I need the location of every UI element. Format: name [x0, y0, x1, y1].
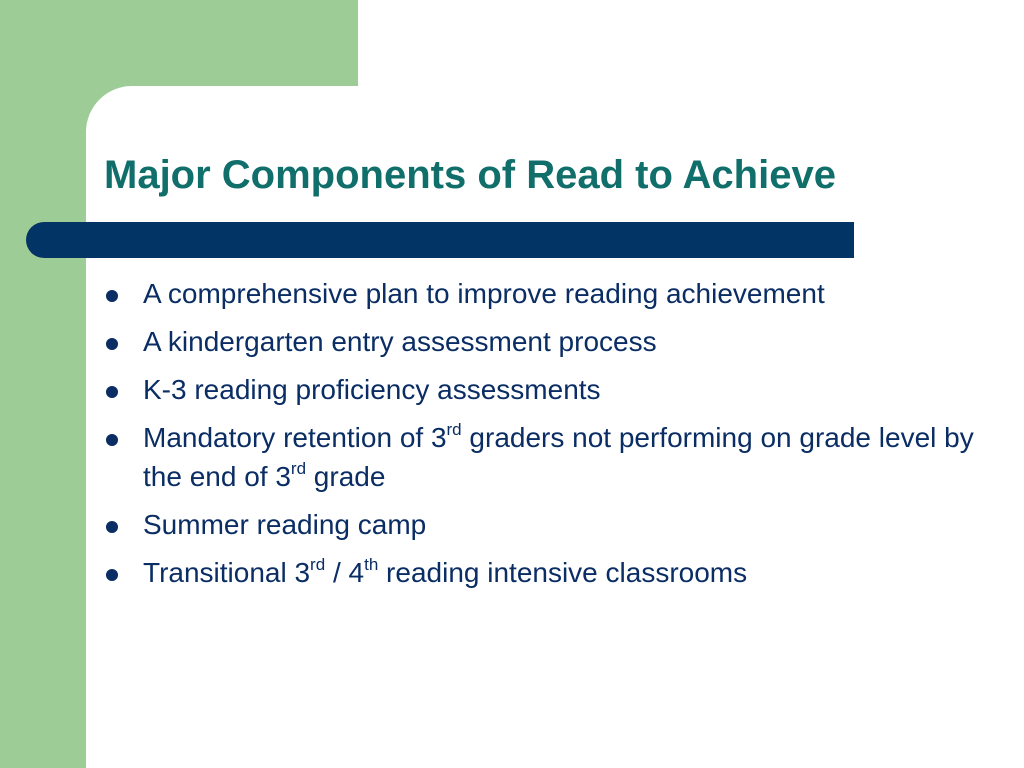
bullet-item-k3-assessments [104, 370, 984, 409]
ordinal-superscript: rd [446, 420, 462, 439]
bullet-text-part: Mandatory retention of 3 [143, 422, 447, 453]
ordinal-superscript: th [364, 555, 379, 574]
bullet-item-summer-camp [104, 505, 984, 544]
bullet-item-transitional-classrooms [104, 553, 984, 592]
bullet-dot-icon [106, 434, 118, 446]
bullet-text: Summer reading camp [143, 509, 427, 540]
bullet-text [143, 553, 984, 592]
bullet-list [104, 274, 984, 601]
bullet-text-part: Transitional 3 [143, 557, 311, 588]
bullet-item-mandatory-retention [104, 418, 984, 496]
bullet-item-comprehensive-plan [104, 274, 984, 313]
bullet-dot-icon [106, 569, 118, 581]
bullet-dot-icon [106, 521, 118, 533]
ordinal-superscript: rd [310, 555, 326, 574]
bullet-text-part: reading intensive classrooms [378, 557, 748, 588]
title-accent-bar [26, 222, 854, 258]
ordinal-superscript: rd [290, 459, 307, 478]
bullet-text-part: grade [306, 461, 386, 492]
bullet-dot-icon [106, 290, 118, 302]
bullet-item-kindergarten-entry [104, 322, 984, 361]
bullet-text-part: / 4 [325, 557, 365, 588]
bullet-text [143, 418, 984, 496]
slide-title: Major Components of Read to Achieve [104, 153, 836, 197]
bullet-text: A comprehensive plan to improve reading achievement [143, 278, 825, 309]
bullet-text: A kindergarten entry assessment process [143, 326, 657, 357]
bullet-dot-icon [106, 386, 118, 398]
bullet-dot-icon [106, 338, 118, 350]
bullet-text-part: graders not performing on grade level by the end of 3 [143, 422, 974, 492]
bullet-text: K-3 reading proficiency assessments [143, 374, 601, 405]
